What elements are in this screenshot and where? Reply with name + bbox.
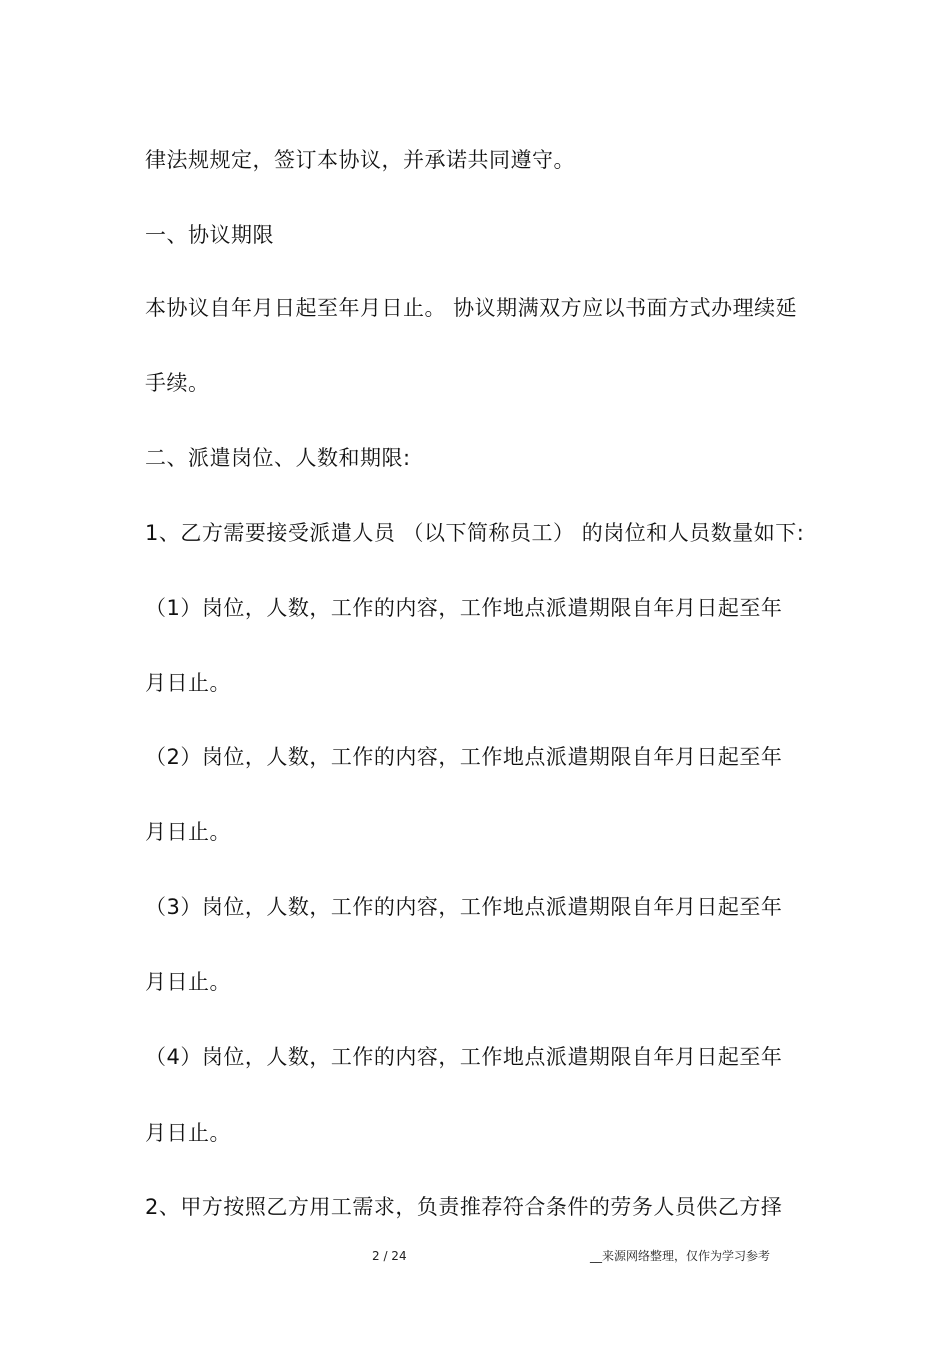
paragraph-line: 手续。: [145, 371, 210, 395]
paragraph-line: 2、甲方按照乙方用工需求，负责推荐符合条件的劳务人员供乙方择: [145, 1195, 783, 1219]
section-heading: 一、协议期限: [145, 223, 274, 247]
paragraph-line: 月日止。: [145, 1121, 231, 1145]
list-item: （1）岗位，人数，工作的内容，工作地点派遣期限自年月日起至年: [145, 596, 783, 620]
paragraph-line: 月日止。: [145, 820, 231, 844]
paragraph-line: 本协议自年月日起至年月日止。 协议期满双方应以书面方式办理续延: [145, 296, 798, 320]
paragraph-line: 1、乙方需要接受派遣人员 （以下简称员工） 的岗位和人员数量如下:: [145, 521, 805, 545]
paragraph-line: 月日止。: [145, 970, 231, 994]
paragraph-line: 月日止。: [145, 671, 231, 695]
footer-note: __来源网络整理，仅作为学习参考: [590, 1249, 771, 1263]
page-number: 2 / 24: [372, 1249, 407, 1263]
list-item: （2）岗位，人数，工作的内容，工作地点派遣期限自年月日起至年: [145, 745, 783, 769]
list-item: （3）岗位，人数，工作的内容，工作地点派遣期限自年月日起至年: [145, 895, 783, 919]
list-item: （4）岗位，人数，工作的内容，工作地点派遣期限自年月日起至年: [145, 1045, 783, 1069]
paragraph-line: 律法规规定，签订本协议，并承诺共同遵守。: [145, 148, 575, 172]
section-heading: 二、派遣岗位、人数和期限:: [145, 446, 411, 470]
